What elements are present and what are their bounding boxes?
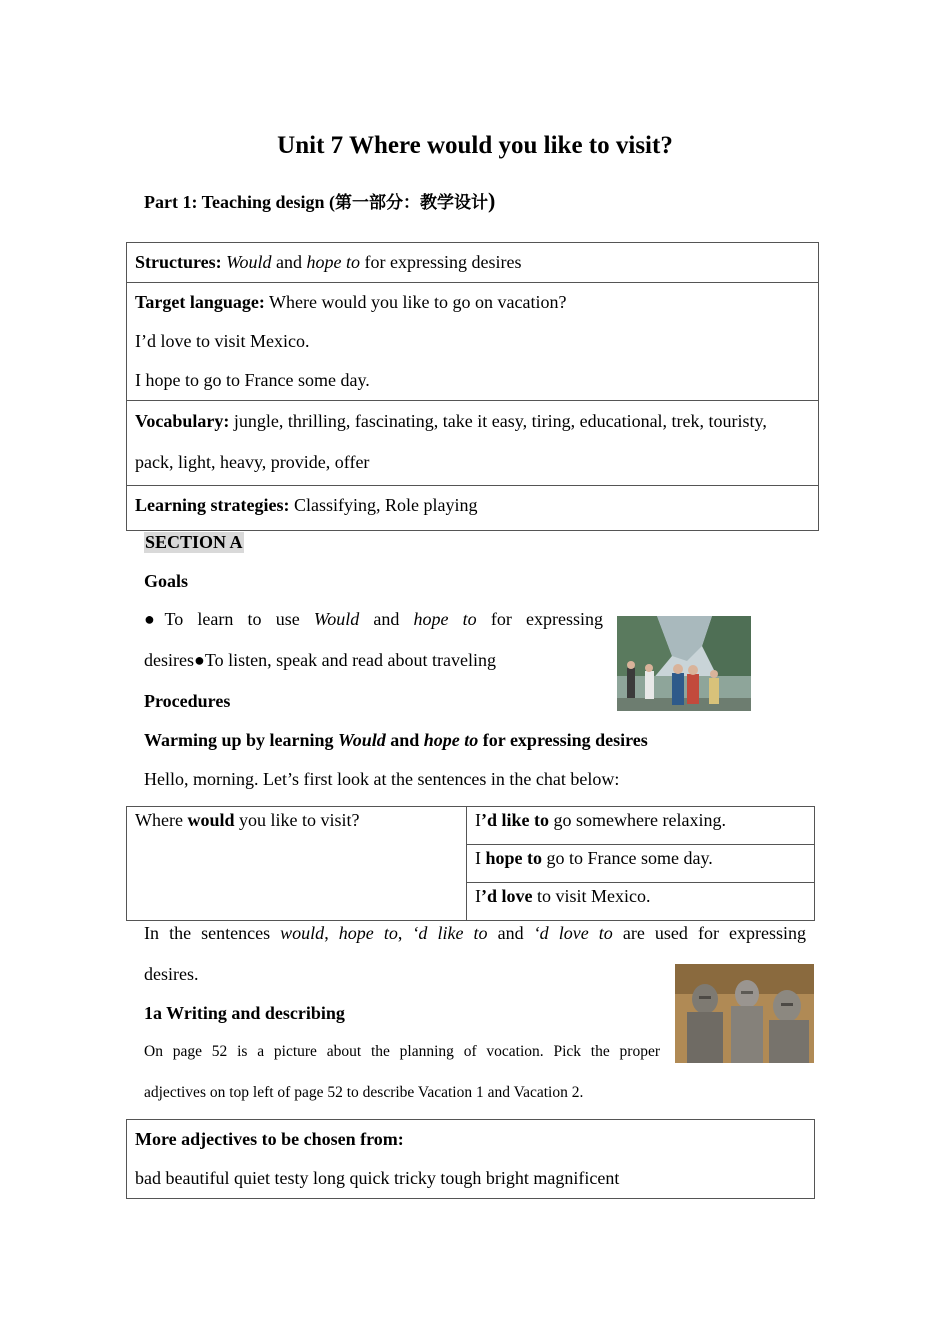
vocab-line-2: pack, light, heavy, provide, offer (135, 452, 370, 472)
goal-and: and (359, 609, 414, 629)
structures-hope-to: hope to (306, 252, 360, 272)
in-would: would (280, 923, 325, 943)
in-comma-2: , (397, 923, 413, 943)
warmup-text: Warming up by learning (144, 730, 339, 750)
bullet-icon: ● (144, 609, 165, 629)
part-heading (144, 188, 495, 214)
structures-rest: for expressing desires (360, 252, 522, 272)
hello-line: Hello, morning. Let’s first look at the sentences in the chat below: (144, 769, 620, 789)
answer-1-bold: ’d like to (481, 810, 550, 830)
structures-would: Would (226, 252, 272, 272)
in-hope-to: hope to (338, 923, 398, 943)
target-language-cell (127, 283, 819, 401)
answer-2-rest: go to France some day. (542, 848, 713, 868)
goal-hope-to: hope to (413, 609, 477, 629)
chat-q-would: would (187, 810, 235, 830)
strategies-label: Learning strategies: (135, 495, 290, 515)
more-adjectives-heading: More adjectives to be chosen from: (135, 1129, 404, 1149)
page-title: Unit 7 Where would you like to visit? (277, 132, 673, 159)
in-sentences-line-2: desires. (144, 964, 199, 984)
vocab-label: Vocabulary: (135, 411, 230, 431)
chat-answer-2 (467, 845, 815, 883)
in-sentences-line-1 (144, 923, 806, 944)
terracotta-warriors-photo (675, 964, 814, 1063)
goal-desires: desires (144, 650, 194, 670)
answer-1-rest: go somewhere relaxing. (549, 810, 726, 830)
strategies-cell (127, 486, 819, 531)
target-label: Target language: (135, 292, 265, 312)
answer-2-bold: hope to (485, 848, 543, 868)
bullet-icon: ● (193, 650, 205, 670)
part-label: Part 1: Teaching design ( (144, 192, 336, 212)
in-and: and (487, 923, 534, 943)
overview-table (126, 242, 819, 531)
answer-3-i: I (475, 886, 481, 906)
warmup-heading (144, 730, 648, 751)
more-adjectives-cell (127, 1120, 815, 1199)
in-d-like-to: ‘d like to (412, 923, 488, 943)
structures-and: and (271, 252, 307, 272)
warmup-hope-to: hope to (423, 730, 479, 750)
more-adjectives-list: bad beautiful quiet testy long quick tricky tough bright magnificent (135, 1168, 620, 1188)
chat-q-text: Where (135, 810, 188, 830)
part-close: ) (488, 188, 496, 213)
answer-2-i: I (475, 848, 486, 868)
chat-table (126, 806, 815, 921)
warmup-would: Would (338, 730, 386, 750)
warmup-and: and (385, 730, 424, 750)
in-rest: are used for expressing (612, 923, 807, 943)
in-text: In the sentences (144, 923, 281, 943)
section-a-heading: SECTION A (145, 532, 243, 552)
answer-1-i: I (475, 810, 481, 830)
target-question: Where would you like to go on vacation? (264, 292, 567, 312)
exercise-1a-heading: 1a Writing and describing (144, 1003, 345, 1023)
answer-3-bold: ’d love (481, 886, 533, 906)
target-sentence-2: I hope to go to France some day. (135, 370, 370, 390)
chat-question (127, 807, 467, 921)
goal-text: To learn to use (164, 609, 314, 629)
chat-answer-1 (467, 807, 815, 845)
in-comma-1: , (324, 923, 339, 943)
chat-q-rest: you like to visit? (234, 810, 360, 830)
goal-2-text: To listen, speak and read about traveling (204, 650, 497, 670)
goal-rest: for expressing (476, 609, 603, 629)
structures-cell (127, 243, 819, 283)
chat-answer-3 (467, 883, 815, 921)
vocabulary-cell (127, 401, 819, 486)
strategies-text: Classifying, Role playing (289, 495, 478, 515)
answer-3-rest: to visit Mexico. (532, 886, 651, 906)
structures-label: Structures: (135, 252, 222, 272)
goals-heading: Goals (144, 571, 189, 591)
goal-would: Would (313, 609, 360, 629)
vocab-line-1: jungle, thrilling, fascinating, take it easy, tiring, educational, trek, touristy, (229, 411, 767, 431)
exercise-1a-line-1: On page 52 is a picture about the planning of vocation. Pick the proper (144, 1043, 660, 1060)
exercise-1a-line-2: adjectives on top left of page 52 to describe Vacation 1 and Vacation 2. (144, 1084, 584, 1101)
in-d-love-to: ‘d love to (533, 923, 613, 943)
goal-line-2 (144, 650, 496, 671)
goal-line-1 (144, 609, 603, 630)
river-tourists-photo (617, 616, 751, 711)
warmup-rest: for expressing desires (478, 730, 648, 750)
target-sentence-1: I’d love to visit Mexico. (135, 331, 310, 351)
more-adjectives-table (126, 1119, 815, 1199)
part-label-chinese: 第一部分：教学设计 (335, 193, 489, 213)
procedures-heading: Procedures (144, 691, 231, 711)
